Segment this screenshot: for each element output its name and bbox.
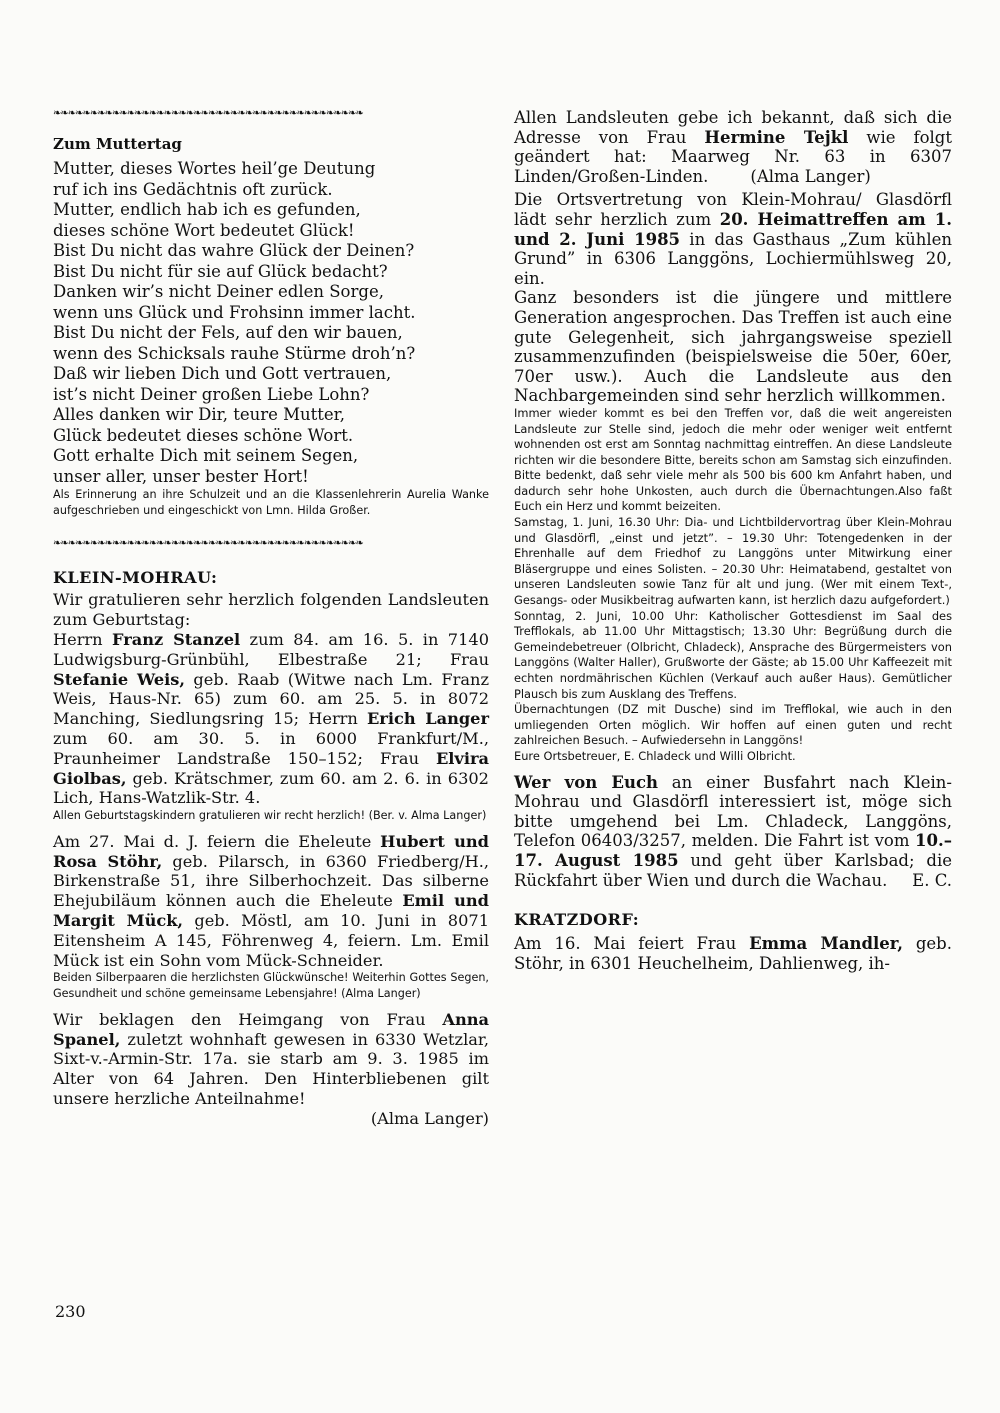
anniversary-note: Beiden Silberpaaren die herzlichsten Glückwünsche! Weiterhin Gottes Segen, Gesundheit und schöne gemeinsame Lebensjahre! (Alma Langer) [53, 971, 489, 1001]
birthday-list [53, 630, 489, 808]
name: Stefanie Weis, [53, 669, 186, 689]
poem-line: ruf ich ins Gedächtnis oft zurück. [53, 179, 333, 199]
text: geb. Pilarsch, in 6360 Friedberg/H., Birkenstraße 51, ihre Silberhochzeit. Das silberne Ehejubiläum können auch die Eheleute [53, 851, 489, 911]
section-title-klein-mohrau: KLEIN-MOHRAU: [53, 568, 218, 588]
text: in das Gasthaus „Zum kühlen Grund” in 6306 Langgöns, Lochiermühlsweg 20, ein. [514, 229, 952, 288]
poem-line: wenn des Schicksals rauhe Stürme droh’n? [53, 343, 416, 363]
name: Emma Mandler, [749, 934, 904, 954]
meeting-accommodation: Übernachtungen (DZ mit Dusche) sind im Trefflokal, wie auch in den umliegenden Orten möglich. Wir hoffen auf einen guten und recht zahlreichen Besuch. – Aufwiedersehn in Langgöns! [514, 702, 952, 748]
meeting-schedule-saturday: Samstag, 1. Juni, 16.30 Uhr: Dia- und Lichtbildervortrag über Klein-Mohrau und Glasdörfl, „einst und jetzt”. – 19.30 Uhr: Totengedenken in der Ehrenhalle auf dem Friedhof zu Langgöns unter Mitwirkung einer Bläsergruppe und eines Solisten. – 20.30 Uhr: Heimatabend, gestaltet von unseren Landsleuten sowie Tanz für alt und jung. (Wer mit einem Text-, Gesangs- oder Musikbeitrag aufwarten kann, ist herzlich dazu aufgefordert.) [514, 515, 952, 608]
poem-line: ist’s nicht Deiner großen Liebe Lohn? [53, 384, 370, 404]
left-column [53, 108, 489, 1129]
poem-line: dieses schöne Wort bedeutet Glück! [53, 220, 355, 240]
poem-line: Gott erhalte Dich mit seinem Segen, [53, 446, 359, 465]
poem-line: Bist Du nicht für sie auf Glück bedacht? [53, 261, 388, 281]
meeting-paragraph-2: Ganz besonders ist die jüngere und mittlere Generation angesprochen. Das Treffen ist auch eine gute Gelegenheit, sich jahrgangsweise speziell zusammenzufinden (beispielsweise die 50er, 60er, 70er usw.). Auch die Landsleute aus den Nachbargemeinden sind sehr herzlich willkommen. [514, 288, 952, 406]
poem-line: Glück bedeutet dieses schöne Wort. [53, 425, 354, 445]
poem-title: Zum Muttertag [53, 135, 182, 153]
text: wie folgt geändert hat: Maarweg Nr. 63 in 6307 Linden/Großen-Linden. [514, 127, 952, 186]
highlight: 20. Heimattreffen am 1. und 2. Juni 1985 [514, 209, 952, 249]
text: zum 84. am 16. 5. in 7140 Ludwigsburg-Grünbühl, Elbestraße 21; Frau [53, 630, 489, 669]
text: Am 27. Mai d. J. feiern die Eheleute [53, 831, 381, 851]
meeting-signature: Eure Ortsbetreuer, E. Chladeck und Willi Olbricht. [514, 748, 796, 763]
text: Die Ortsvertretung von Klein-Mohrau/ Glasdörfl lädt sehr herzlich zum [514, 190, 952, 229]
obituary-signature: (Alma Langer) [370, 1108, 489, 1128]
birthday-note: Allen Geburtstagskindern gratulieren wir recht herzlich! (Ber. v. Alma Langer) [53, 809, 487, 823]
ornament-divider: ❧❧❧❧❧❧❧❧❧❧❧❧❧❧❧❧❧❧❧❧❧❧❧❧❧❧❧❧❧❧❧❧❧❧❧❧❧❧❧❧❧❧ [53, 538, 363, 550]
obituary-paragraph [53, 1010, 489, 1109]
poem-line: unser aller, unser bester Hort! [53, 466, 309, 486]
anniversary-paragraph [53, 832, 489, 971]
text: geb. Krätschmer, zum 60. am 2. 6. in 6302 Lich, Hans-Watzlik-Str. 4. [53, 768, 489, 808]
poem-line: Mutter, endlich hab ich es gefunden, [53, 200, 361, 219]
poem-line: Bist Du nicht der Fels, auf den wir bauen, [53, 323, 403, 342]
section-title-kratzdorf: KRATZDORF: [514, 910, 640, 930]
text: zum 60. am 30. 5. in 6000 Frankfurt/M., Praunheimer Landstraße 150–152; Frau [53, 728, 489, 768]
poem-line: Daß wir lieben Dich und Gott vertrauen, [53, 364, 392, 383]
text: zuletzt wohnhaft gewesen in 6330 Wetzlar, Sixt-v.-Armin-Str. 17a. sie starb am 9. 3. 1985 im Alter von 64 Jahren. Den Hinterbliebenen gilt unsere herzliche Anteilnahme! [53, 1029, 489, 1109]
name: Franz Stanzel [112, 630, 241, 649]
signature: E. C. [912, 870, 952, 890]
name: Hubert und Rosa Stöhr, [53, 831, 490, 871]
name: Elvira Giolbas, [53, 748, 489, 788]
poem-line: Mutter, dieses Wortes heil’ge Deutung [53, 159, 376, 178]
name: Hermine Tejkl [704, 127, 849, 147]
poem-note: Als Erinnerung an ihre Schulzeit und an die Klassenlehrerin Aurelia Wanke aufgeschrieben und eingeschickt von Lmn. Hilda Großer. [53, 488, 489, 517]
name: Emil und Margit Mück, [53, 891, 489, 931]
bus-trip-paragraph [514, 773, 952, 891]
text: und geht über Karlsbad; die Rückfahrt über Wien und durch die Wachau. [514, 850, 952, 890]
signature: (Alma Langer) [750, 166, 871, 186]
lead: Wer von Euch [514, 772, 659, 792]
page-number: 230 [55, 1302, 86, 1321]
poem-line: Danken wir’s nicht Deiner edlen Sorge, [53, 282, 384, 301]
meeting-note-1: Immer wieder kommt es bei den Treffen vor, daß die weit angereisten Landsleute zur Stelle sind, jedoch die mehr oder weniger weit entfernt wohnenden ost erst am Sonntag nachmittag eintreffen. An diese Landsleute richten wir die besondere Bitte, bereits schon am Samstag sich einzufinden. Bitte bedenkt, daß sehr viele mehr als 500 bis 600 km Anfahrt haben, und dadurch sehr hohe Unkosten, auch durch die Übernachtungen.Also faßt Euch ein Herz und kommt beizeiten. [514, 405, 952, 514]
name: Anna Spanel, [53, 1009, 489, 1049]
name: Erich Langer [366, 709, 489, 729]
ornament-divider: ❧❧❧❧❧❧❧❧❧❧❧❧❧❧❧❧❧❧❧❧❧❧❧❧❧❧❧❧❧❧❧❧❧❧❧❧❧❧❧❧❧❧ [53, 108, 363, 119]
poem-line: Bist Du nicht das wahre Glück der Deinen? [53, 241, 415, 260]
text: Am 16. Mai feiert Frau [514, 934, 750, 954]
meeting-schedule-sunday: Sonntag, 2. Juni, 10.00 Uhr: Katholischer Gottesdienst im Saal des Trefflokals, ab 11.00 Uhr Mittagstisch; 13.30 Uhr: Begrüßung durch die Gemeindebetreuer (Olbricht, Chladeck), Ansprache des Bürgermeisters von Langgöns (Walter Haller), Grußworte der Gäste; ab 15.00 Uhr Kaffeezeit mit echten nordmährischen Küchlen (Verkauf auch außer Haus). Gemütlicher Plausch bis zum Ausklang des Treffens. [514, 608, 952, 701]
highlight: 10.–17. August 1985 [514, 831, 952, 870]
poem-line: Alles danken wir Dir, teure Mutter, [53, 405, 345, 424]
birthday-intro: Wir gratulieren sehr herzlich folgenden Landsleuten zum Geburtstag: [53, 590, 489, 630]
poem [53, 159, 489, 487]
kratzdorf-paragraph [514, 934, 952, 973]
text: geb. Möstl, am 10. Juni in 8071 Eitensheim A 145, Föhrenweg 4, feiern. Lm. Emil Mück ist ein Sohn vom Mück-Schneider. [53, 911, 490, 970]
right-column [514, 108, 952, 973]
address-change-paragraph [514, 108, 952, 186]
meeting-paragraph [514, 190, 952, 288]
text: Wir beklagen den Heimgang von Frau [53, 1009, 443, 1029]
text: geb. Raab (Witwe nach Lm. Franz Weis, Haus-Nr. 65) zum 60. am 25. 5. in 8072 Manching, Siedlungsring 15; Herrn [53, 669, 489, 729]
text: an einer Busfahrt nach Klein-Mohrau und Glasdörfl interessiert ist, möge sich bitte umgehend bei Lm. Chladeck, Langgöns, Telefon 06403/3257, melden. Die Fahrt ist vom [514, 772, 953, 851]
poem-line: wenn uns Glück und Frohsinn immer lacht. [53, 302, 416, 322]
text: geb. Stöhr, in 6301 Heuchelheim, Dahlienweg, ih- [514, 934, 952, 973]
text: Herrn [53, 630, 112, 649]
text: Allen Landsleuten gebe ich bekannt, daß sich die Adresse von Frau [514, 108, 952, 147]
